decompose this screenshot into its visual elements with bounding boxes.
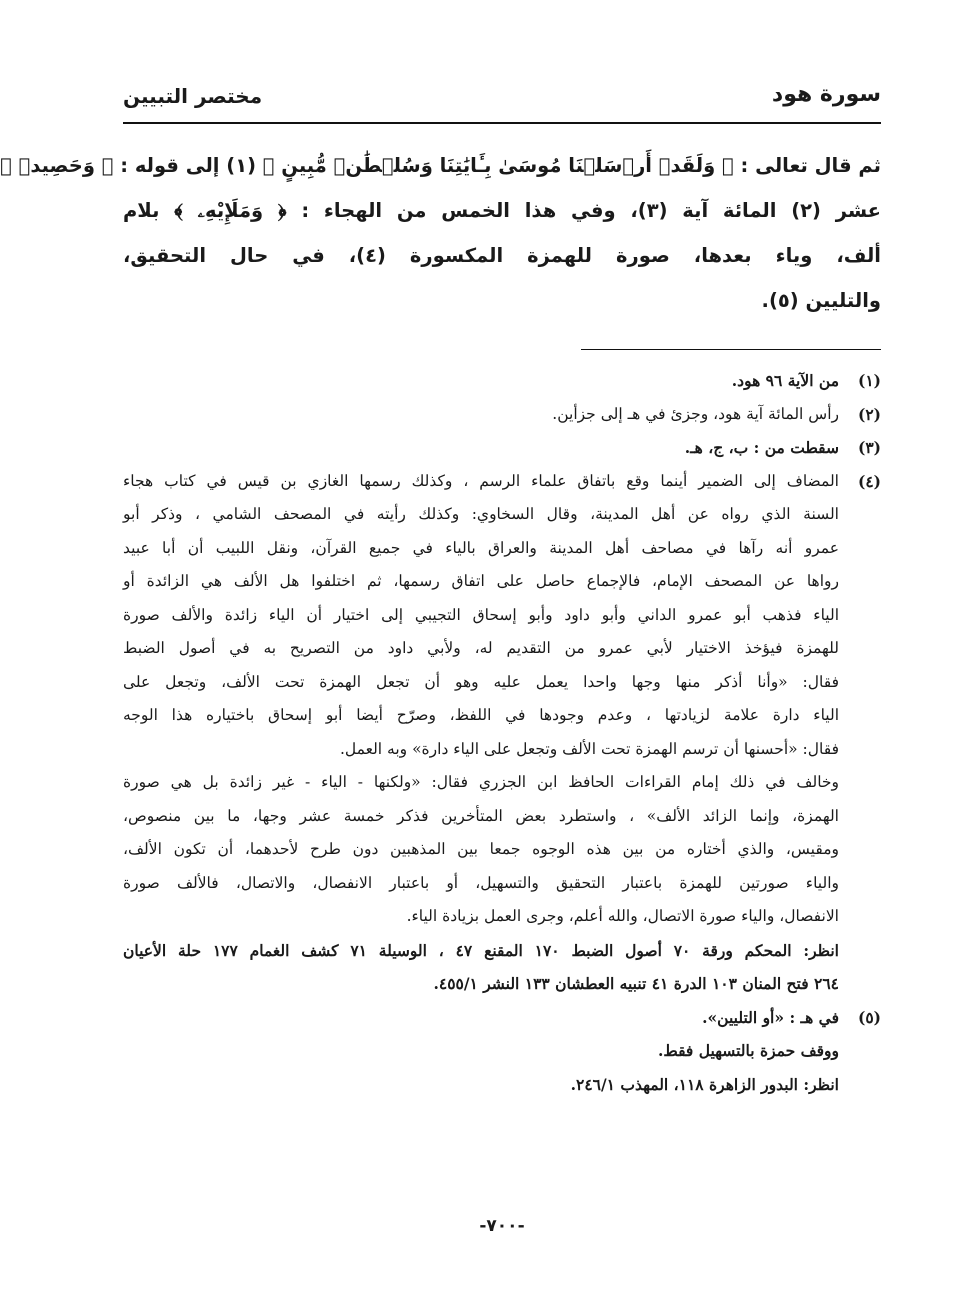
footnote <box>123 465 881 1001</box>
footnote <box>123 364 881 398</box>
footnote-line: ومقيس، والذي أختاره من بين هذه الوجوه جمعا بين المذهبين دون طرح لأحدهما، أن تكون الألف، <box>123 840 839 858</box>
footnote-line: عمرو أنه رآها في مصاحف أهل المدينة والعراق بالياء في جميع القرآن، ونقل اللبيب أن أبا عبيد <box>123 538 839 557</box>
footnote-number: (١) <box>857 371 881 390</box>
footnote-number: (٥) <box>857 1007 881 1027</box>
footnote-line: ووقف حمزة بالتسهيل فقط. <box>657 1041 839 1060</box>
footnote-number: (٢) <box>857 404 881 424</box>
surah-title: سورة هود <box>771 82 881 107</box>
main-text-line: ألف، وياء بعدها، صورة للهمزة المكسورة (٤)، في حال التحقيق، <box>123 244 881 267</box>
footnote-number: (٤) <box>857 471 881 491</box>
footnote-line: الانفصال، والياء صورة الاتصال، والله أعلم، وجرى العمل بزيادة الياء. <box>406 907 839 925</box>
footnote-line: وخالف في ذلك إمام القراءات الحافظ ابن الجزري فقال: «ولكنها - الياء - غير زائدة بل هي صورة <box>123 773 839 791</box>
footnote-line: رأس المائة آية هود، وجزئ في هـ إلى جزأين. <box>552 404 839 423</box>
footnote-number: (٣) <box>857 438 881 457</box>
footnote-line: الياء دارة علامة لزيادتها ، وعدم وجودها في اللفظ، وصرّح أيضا أبو إسحاق باختياره هذا الوجه <box>123 706 839 724</box>
footnote-line: انظر: المحكم ورقة ٧٠ أصول الضبط ١٧٠ المقنع ٤٧ ، الوسيلة ٧١ كشف الغمام ١٧٧ حلة الأعيان <box>123 940 839 960</box>
footnotes <box>123 364 881 1101</box>
footnote-line: فقال: «وأنا أذكر منها وجها واحدا يعمل عليه وهو أن تجعل الهمزة تحت الألف، وتجعل على <box>123 672 839 691</box>
footnote-line: ٢٦٤ فتح المنان ١٠٣ الدرة ٤١ تنبيه العطشان ١٣٣ النشر ٤٥٥/١. <box>433 974 839 993</box>
footnote-line: والياء صورتين للهمزة باعتبار التحقيق والتسهيل، أو باعتبار الانفصال، والاتصال، فالألف صورة <box>123 873 839 892</box>
footnote-line: فقال: «أحسنها أن ترسم الهمزة تحت الألف وتجعل على الياء دارة» وبه العمل. <box>339 739 839 758</box>
book-title: مختصر التبيين <box>123 84 263 108</box>
main-text-line: عشر (٢) المائة آية (٣)، وفي هذا الخمس من الهجاء : ﴿ وَمَلَإِيْهِۦ ﴾ بلام <box>123 199 882 222</box>
footnote-line: انظر: البدور الزاهرة ١١٨، المهذب ٢٤٦/١. <box>570 1074 839 1094</box>
footnote-line: الياء فذهب أبو عمرو الداني وأبو داود وأبو إسحاق التجيبي إلى اختيار أن الياء زائدة والألف صورة <box>123 605 839 624</box>
page-number: -٧٠٠- <box>479 1216 525 1236</box>
footnote <box>123 398 881 432</box>
footnote-line: في هـ : «أو التليين». <box>702 1007 839 1027</box>
footnote-separator <box>581 349 881 350</box>
footnote-line: سقطت من : ب، ج، هـ. <box>684 438 839 457</box>
footnote-line: السنة الذي رواه عن أهل المدينة، وقال السخاوي: وكذلك رأيته في المصحف الشامي ، وذكر أبو <box>123 505 839 523</box>
footnote-line: للهمزة فيؤخذ الاختيار لأبي عمرو من التقديم له، ولأبي داود من التصريح به في أصول الضبط <box>123 639 839 657</box>
main-text-line: ثم قال تعالى : ﴿ وَلَقَدۡ أَرۡسَلۡنَا مُوسَىٰ بِـَٔايَٰتِنَا وَسُلۡطَٰنٖ مُّبِينٍ ﴾ (١) إلى قوله : ﴿ وَحَصِيدٞ ﴾ <box>0 154 881 177</box>
footnote-line: المضاف إلى الضمير أينما وقع باتفاق علماء الرسم ، وكذلك رسمها الغازي بن قيس في كتاب هجاء <box>123 471 839 490</box>
page-header <box>123 76 881 116</box>
footnote <box>123 1001 881 1102</box>
footnote-line: رواها عن المصحف الإمام، فالإجماع حاصل على اتفاق رسمها، ثم اختلفوا هل الألف هي الزائدة أو <box>123 572 839 590</box>
footnote-line: الهمزة، وإنما الزائد الألف» ، واستطرد بعض المتأخرين فذكر خمسة عشر وجها، ما بين منصوص، <box>123 806 839 825</box>
footnote-line: من الآية ٩٦ هود. <box>731 371 839 390</box>
main-text-line: والتليين (٥). <box>761 289 881 312</box>
header-rule <box>123 122 881 124</box>
footnote <box>123 431 881 465</box>
main-text <box>0 143 882 323</box>
